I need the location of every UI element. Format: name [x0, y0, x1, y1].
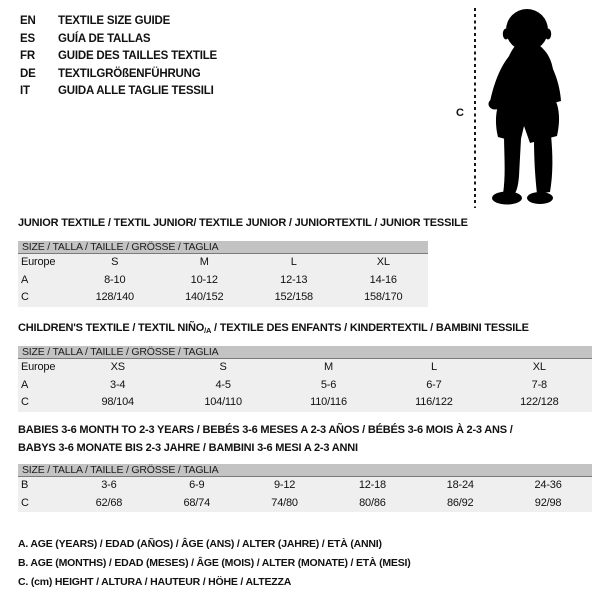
- size-cell: 12-18: [358, 479, 386, 491]
- row-label: Europe: [21, 256, 56, 268]
- size-cell: 12-13: [280, 273, 308, 286]
- table-row: [18, 254, 428, 272]
- language-list: [20, 13, 217, 101]
- size-cell: 152/158: [274, 291, 313, 303]
- table-row: [18, 495, 592, 513]
- size-cell: M: [324, 361, 333, 373]
- title-text: JUNIOR TEXTILE / TEXTIL JUNIOR/ TEXTILE JUNIOR / JUNIORTEXTIL / JUNIOR TESSILE: [18, 217, 468, 229]
- size-cell: 9-12: [273, 479, 296, 491]
- size-cell: XL: [376, 256, 390, 268]
- size-cell: 3-6: [101, 479, 117, 491]
- language-code: IT: [20, 85, 30, 98]
- title-text: / TEXTILE DES ENFANTS / KINDERTEXTIL / BAMBINI TESSILE: [211, 322, 529, 334]
- size-table-header: SIZE / TALLA / TAILLE / GRÖSSE / TAGLIA: [18, 241, 428, 254]
- size-cell: 6-7: [426, 378, 442, 391]
- size-cell: 3-4: [110, 378, 126, 391]
- size-table-title-line: [18, 439, 513, 457]
- size-cell: S: [111, 256, 119, 268]
- size-cell: M: [199, 256, 209, 268]
- size-cell: 62/68: [95, 496, 123, 509]
- row-label: B: [21, 479, 29, 491]
- size-cell: 86/92: [446, 496, 474, 509]
- size-cell: 158/170: [364, 291, 403, 303]
- language-label: GUIDE DES TAILLES TEXTILE: [58, 50, 217, 63]
- size-table-title-line: [18, 421, 513, 439]
- size-cell: 6-9: [189, 479, 205, 491]
- footnote-line: B. AGE (MONTHS) / EDAD (MESES) / ÂGE (MOIS) / ALTER (MONATE) / ETÀ (MESI): [18, 557, 411, 569]
- size-cell: 14-16: [369, 273, 397, 286]
- size-cell: 104/110: [204, 396, 242, 408]
- size-table: [18, 464, 592, 512]
- size-cell: XS: [110, 361, 125, 373]
- size-table: [18, 241, 428, 307]
- height-measure-label: C: [456, 107, 464, 119]
- size-cell: S: [219, 361, 227, 373]
- language-row: [20, 13, 217, 31]
- language-label: TEXTILE SIZE GUIDE: [58, 15, 171, 27]
- title-subscript: /A: [204, 326, 212, 335]
- size-cell: 122/128: [520, 396, 559, 408]
- size-cell: 10-12: [190, 273, 218, 286]
- language-label: GUÍA DE TALLAS: [58, 32, 151, 45]
- size-cell: XL: [532, 361, 546, 373]
- height-dashed-line: [474, 8, 476, 208]
- footnote-line: A. AGE (YEARS) / EDAD (AÑOS) / ÂGE (ANS) / ALTER (JAHRE) / ETÀ (ANNI): [18, 538, 382, 550]
- size-cell: 140/152: [185, 291, 224, 303]
- table-row: [18, 394, 592, 412]
- language-row: [20, 31, 217, 49]
- size-cell: 116/122: [415, 396, 453, 408]
- row-label: Europe: [21, 361, 56, 373]
- row-label: C: [21, 496, 29, 509]
- size-cell: 128/140: [95, 291, 134, 303]
- size-table-title: [18, 214, 468, 232]
- table-row: [18, 477, 592, 495]
- title-text: BABIES 3-6 MONTH TO 2-3 YEARS / BEBÉS 3-6 MESES A 2-3 AÑOS / BÉBÉS 3-6 MOIS À 2-3 ANS /: [18, 424, 513, 436]
- language-code: ES: [20, 32, 35, 45]
- language-code: DE: [20, 67, 36, 80]
- size-cell: 7-8: [531, 378, 547, 391]
- size-cell: 4-5: [215, 378, 231, 391]
- size-cell: 24-36: [534, 479, 562, 491]
- size-table: [18, 346, 592, 412]
- table-row: [18, 289, 428, 307]
- toddler-silhouette: [482, 8, 578, 208]
- table-row: [18, 272, 428, 290]
- footnote-list: [18, 535, 411, 592]
- language-code: FR: [20, 50, 35, 63]
- size-cell: L: [430, 361, 437, 373]
- language-label: GUIDA ALLE TAGLIE TESSILI: [58, 85, 214, 98]
- size-cell: 80/86: [359, 496, 386, 509]
- language-code: EN: [20, 15, 36, 27]
- language-row: [20, 66, 217, 84]
- size-cell: 98/104: [101, 396, 134, 408]
- size-cell: 18-24: [446, 479, 474, 491]
- row-label: C: [21, 291, 29, 303]
- size-cell: 68/74: [183, 496, 210, 509]
- row-label: A: [21, 273, 29, 286]
- size-table-title: [18, 421, 513, 457]
- size-cell: 8-10: [104, 273, 126, 286]
- size-cell: 74/80: [271, 496, 298, 509]
- size-cell: 110/116: [310, 396, 347, 408]
- language-label: TEXTILGRÖßENFÜHRUNG: [58, 67, 201, 80]
- size-table-header: SIZE / TALLA / TAILLE / GRÖSSE / TAGLIA: [18, 346, 592, 359]
- size-cell: 5-6: [320, 378, 337, 391]
- title-text: CHILDREN'S TEXTILE / TEXTIL NIÑO: [18, 322, 205, 334]
- row-label: C: [21, 396, 29, 408]
- row-label: A: [21, 378, 29, 391]
- table-row: [18, 377, 592, 395]
- size-cell: 92/98: [534, 496, 562, 509]
- footnote-line: C. (cm) HEIGHT / ALTURA / HAUTEUR / HÖHE / ALTEZZA: [18, 576, 292, 588]
- language-row: [20, 83, 217, 101]
- title-text: BABYS 3-6 MONATE BIS 2-3 JAHRE / BAMBINI 3-6 MESI A 2-3 ANNI: [18, 442, 358, 454]
- size-table-title: [18, 319, 529, 340]
- language-row: [20, 48, 217, 66]
- size-table-title-line: [18, 214, 468, 232]
- size-cell: L: [290, 256, 297, 268]
- size-table-header: SIZE / TALLA / TAILLE / GRÖSSE / TAGLIA: [18, 464, 592, 477]
- table-row: [18, 359, 592, 377]
- size-table-title-line: [18, 319, 529, 340]
